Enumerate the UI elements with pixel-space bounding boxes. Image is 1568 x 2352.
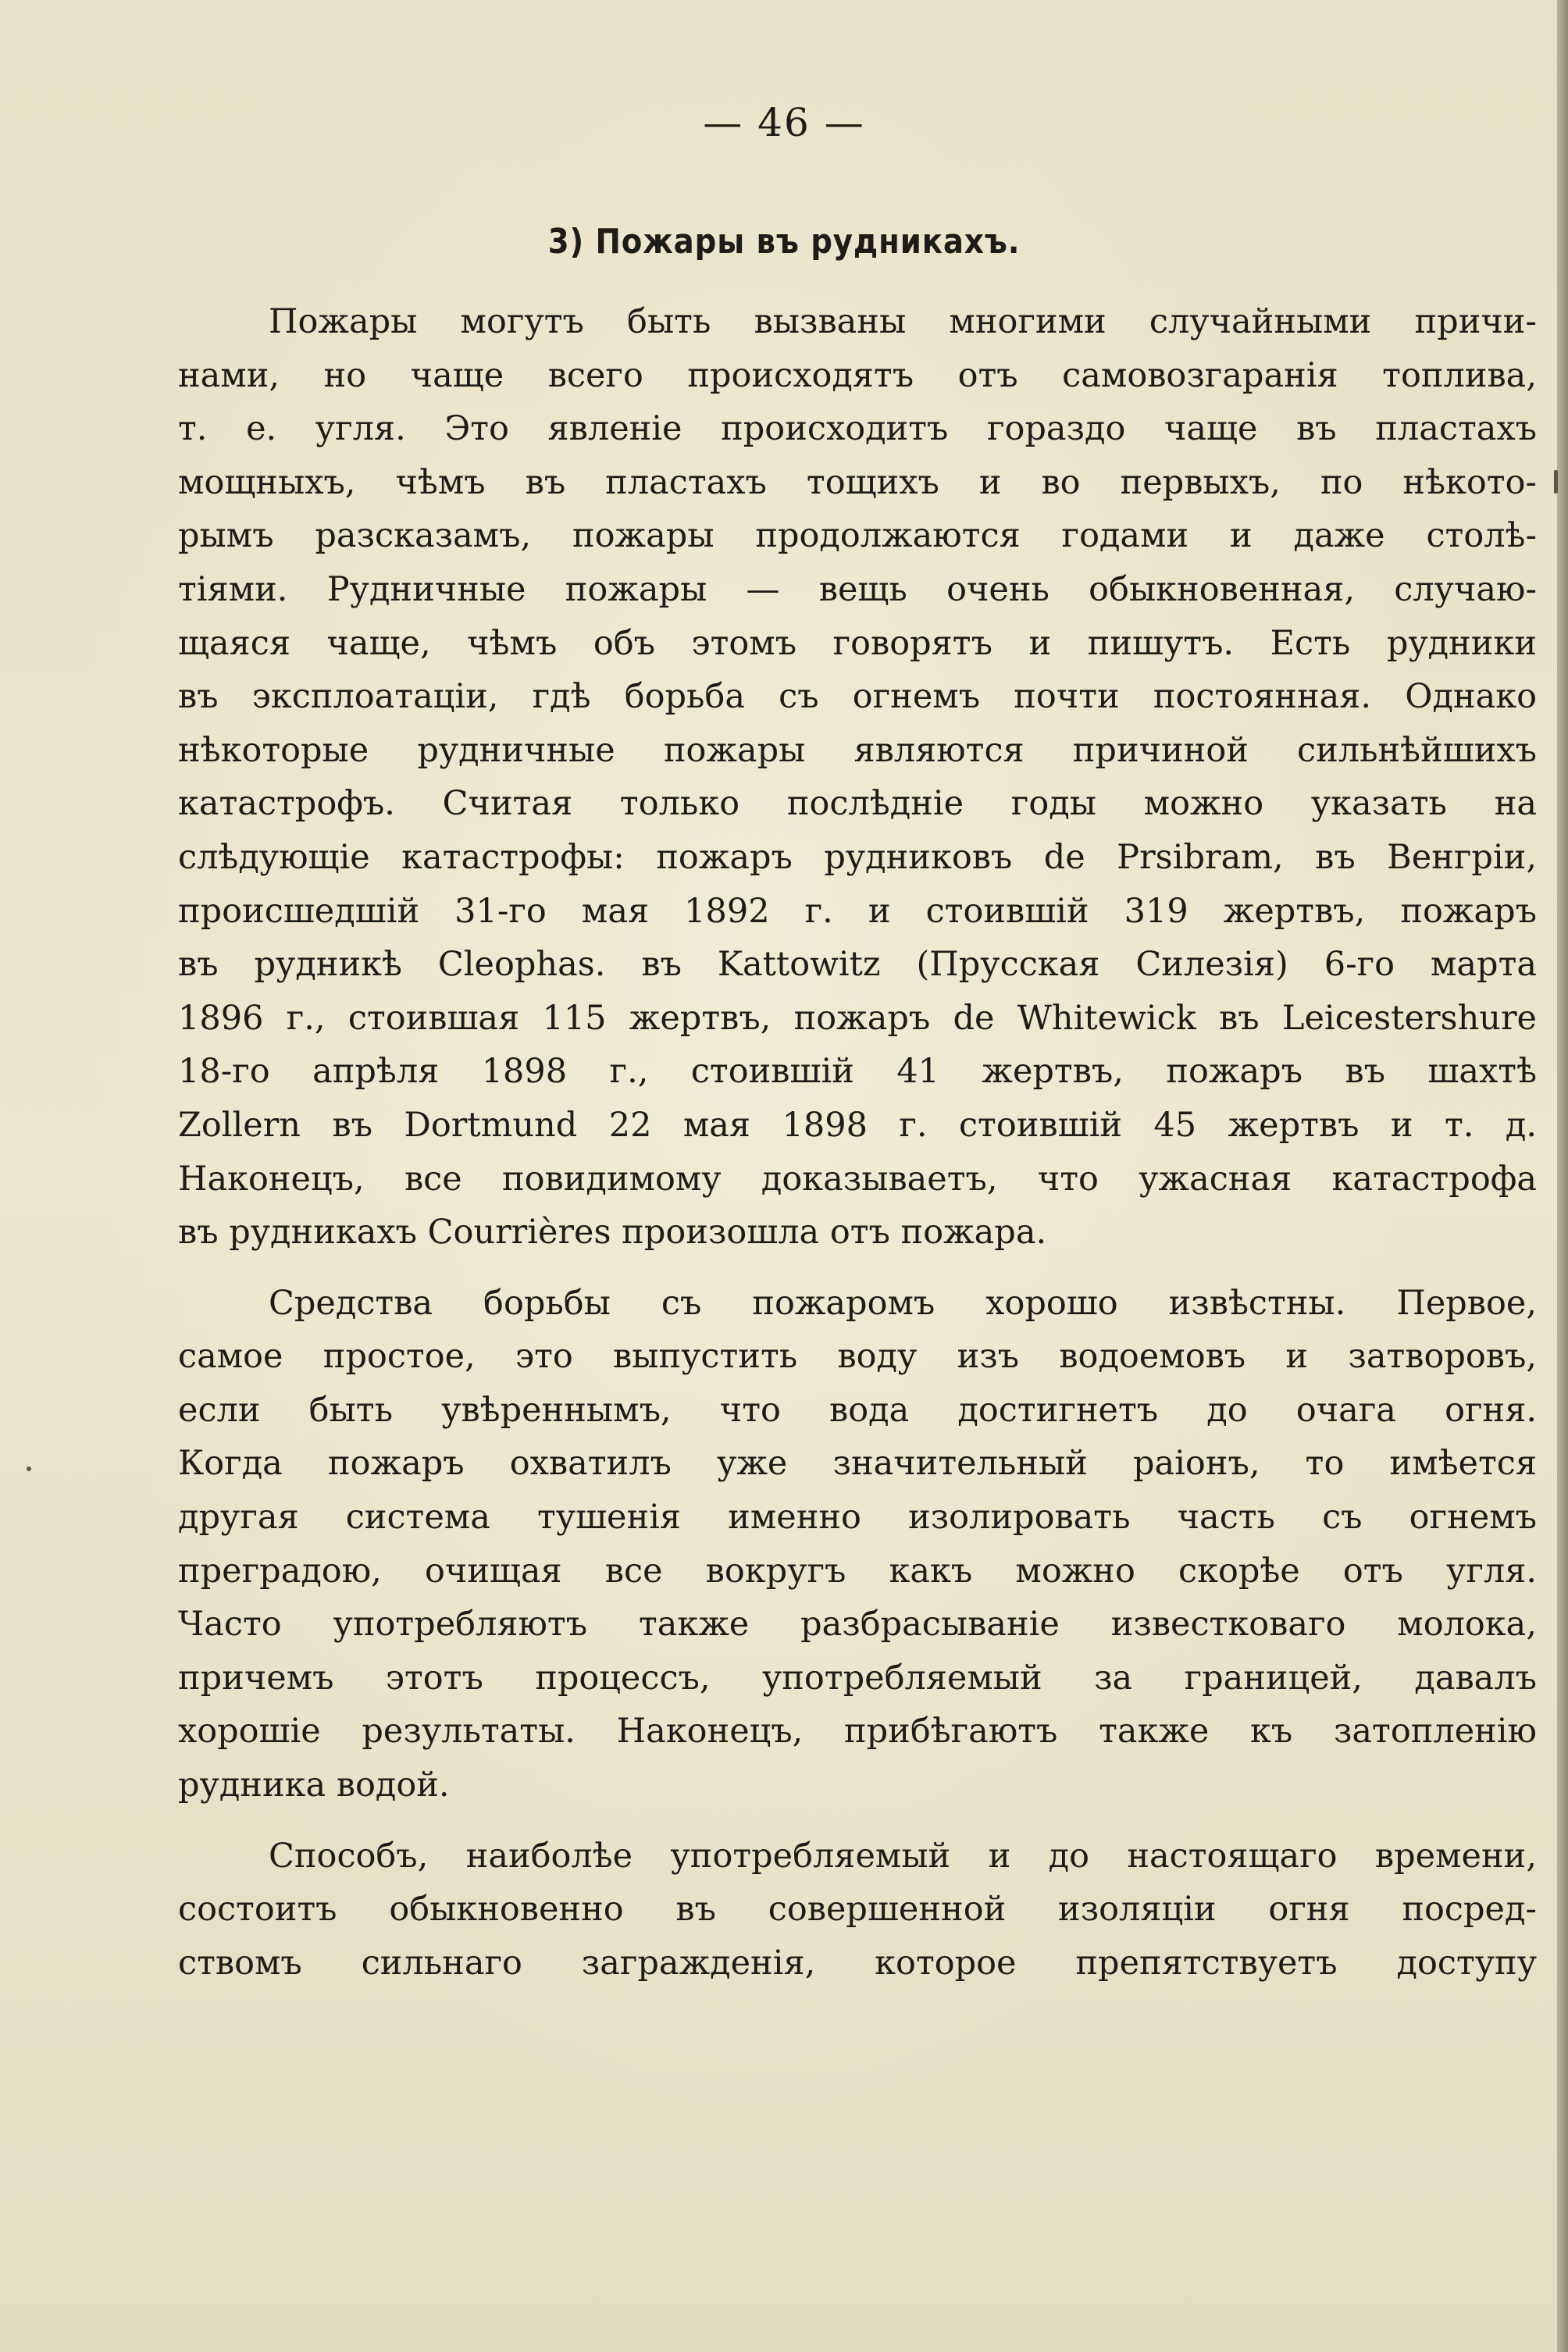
text-line: рудника водой. [178, 1766, 450, 1805]
text-line: слѣдующіе катастрофы: пожаръ рудниковъ de Prsibram, въ Венгріи, [178, 837, 1537, 877]
text-line: ствомъ сильнаго загражденія, которое препятствуетъ доступу [178, 1943, 1537, 1983]
paper-speck [27, 1466, 31, 1471]
text-line: самое простое, это выпустить воду изъ водоемовъ и затворовъ, [178, 1337, 1537, 1377]
page-number: — 46 — [703, 100, 865, 145]
text-line: 1896 г., стоившая 115 жертвъ, пожаръ de Whitewick въ Leicestershure [178, 998, 1537, 1038]
text-line: щаяся чаще, чѣмъ объ этомъ говорятъ и пишутъ. Есть рудники [178, 623, 1537, 663]
text-line: въ рудникахъ Courrières произошла отъ пожара. [178, 1213, 1047, 1253]
text-line: Часто употребляютъ также разбрасываніе известковаго молока, [178, 1605, 1537, 1645]
text-line: рымъ разсказамъ, пожары продолжаются годами и даже столѣ- [178, 516, 1537, 556]
text-line: состоитъ обыкновенно въ совершенной изоляціи огня посред- [178, 1890, 1537, 1930]
text-line: тіями. Рудничные пожары — вещь очень обыкновенная, случаю- [178, 569, 1537, 609]
text-line: Когда пожаръ охватилъ уже значительный раіонъ, то имѣется [178, 1444, 1537, 1484]
text-line: въ рудникѣ Cleophas. въ Kattowitz (Прусская Силезія) 6-го марта [178, 945, 1537, 985]
text-line: Zollern въ Dortmund 22 мая 1898 г. стоившій 45 жертвъ и т. д. [178, 1105, 1537, 1145]
paragraph-gap [178, 1812, 1537, 1830]
paragraph-gap [178, 1260, 1537, 1277]
section-title: 3) Пожары въ рудникахъ. [547, 222, 1021, 262]
text-line: причемъ этотъ процессъ, употребляемый за границей, давалъ [178, 1658, 1537, 1698]
text-line: мощныхъ, чѣмъ въ пластахъ тощихъ и во первыхъ, по нѣкото- [178, 462, 1537, 502]
text-line: Пожары могутъ быть вызваны многими случайными причи- [269, 302, 1537, 341]
body-text [178, 295, 1537, 1990]
text-line: Способъ, наиболѣе употребляемый и до настоящаго времени, [269, 1836, 1537, 1876]
text-line: другая система тушенія именно изолировать часть съ огнемъ [178, 1498, 1537, 1538]
text-line: происшедшій 31-го мая 1892 г. и стоившій 319 жертвъ, пожаръ [178, 891, 1537, 931]
text-line: если быть увѣреннымъ, что вода достигнетъ до очага огня. [178, 1390, 1537, 1430]
paragraph-3 [178, 1830, 1537, 1990]
text-line: нами, но чаще всего происходятъ отъ самовозгаранія топлива, [178, 355, 1537, 395]
text-line: хорошіе результаты. Наконецъ, прибѣгаютъ также къ затопленію [178, 1712, 1537, 1752]
text-line: нѣкоторые рудничные пожары являются причиной сильнѣйшихъ [178, 730, 1537, 770]
text-line: преградою, очищая все вокругъ какъ можно скорѣе отъ угля. [178, 1551, 1537, 1591]
text-line: т. е. угля. Это явленіе происходитъ гораздо чаще въ пластахъ [178, 409, 1537, 449]
text-line: въ эксплоатаціи, гдѣ борьба съ огнемъ почти постоянная. Однако [178, 677, 1537, 717]
paragraph-2 [178, 1277, 1537, 1812]
text-line: катастрофъ. Считая только послѣдніе годы можно указать на [178, 784, 1537, 824]
paragraph-1 [178, 295, 1537, 1260]
paper-speck [1554, 470, 1558, 494]
text-line: Средства борьбы съ пожаромъ хорошо извѣстны. Первое, [269, 1283, 1537, 1323]
text-line: Наконецъ, все повидимому доказываетъ, что ужасная катастрофа [178, 1159, 1537, 1199]
text-line: 18-го апрѣля 1898 г., стоившій 41 жертвъ, пожаръ въ шахтѣ [178, 1052, 1537, 1092]
page-edge-shadow [1557, 0, 1568, 2352]
